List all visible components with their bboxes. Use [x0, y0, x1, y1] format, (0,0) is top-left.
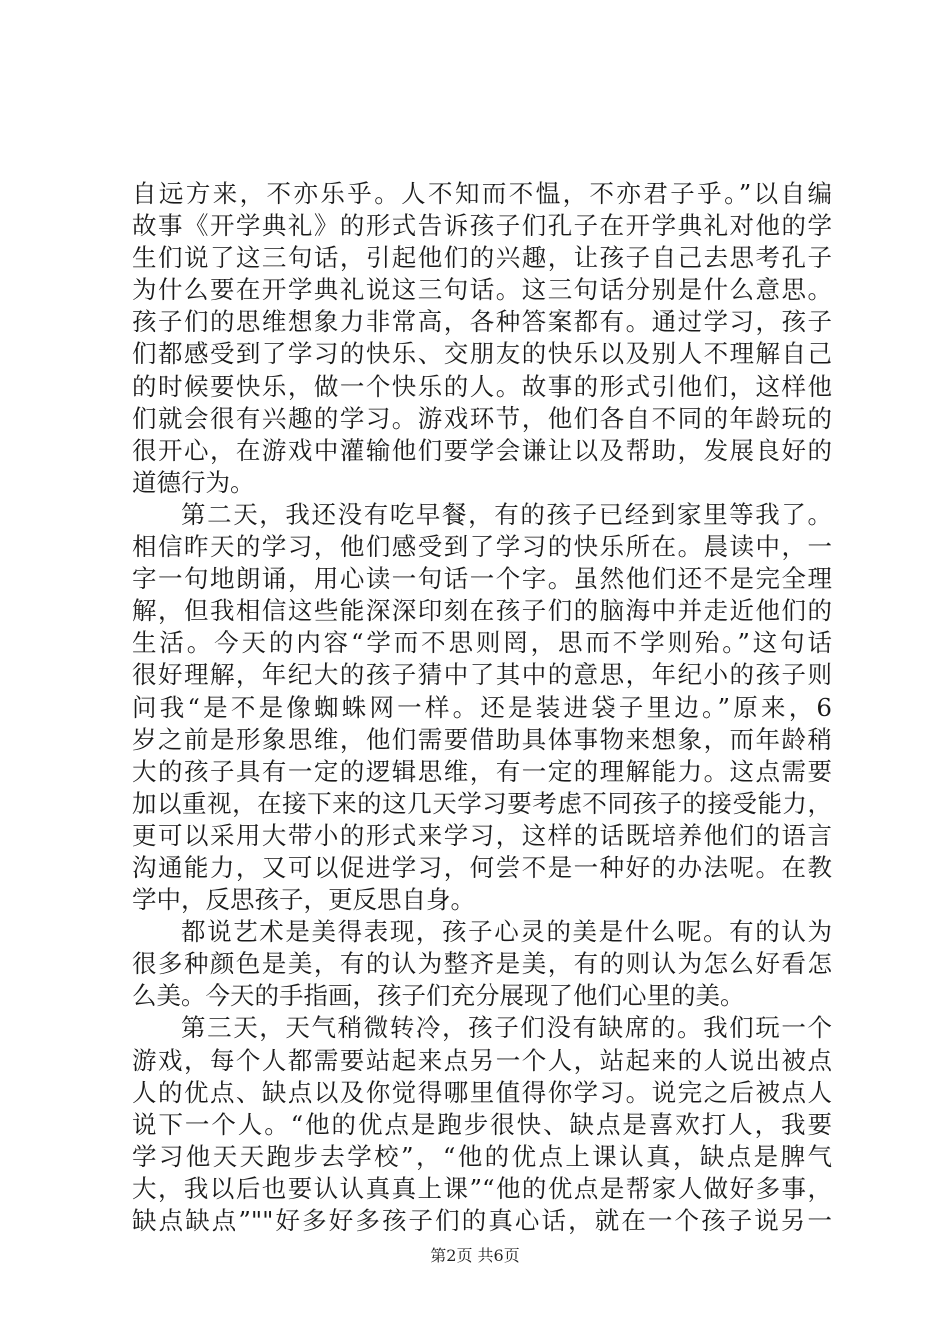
text-line: 很多种颜色是美，有的认为整齐是美，有的则认为怎么好看怎 — [132, 949, 832, 979]
document-body — [132, 178, 832, 1237]
text-line: 为什么要在开学典礼说这三句话。这三句话分别是什么意思。 — [132, 275, 832, 305]
text-line: 自远方来，不亦乐乎。人不知而不愠，不亦君子乎。”以自编 — [132, 179, 832, 208]
text-line: 道德行为。 — [132, 467, 255, 497]
text-line: 么美。今天的手指画，孩子们充分展现了他们心里的美。 — [132, 981, 745, 1011]
text-line: 岁之前是形象思维，他们需要借助具体事物来想象，而年龄稍 — [132, 724, 832, 754]
text-line: 游戏，每个人都需要站起来点另一个人，站起来的人说出被点 — [132, 1045, 832, 1075]
text-line: 学习他天天跑步去学校”，“他的优点上课认真，缺点是脾气 — [132, 1141, 832, 1171]
text-line: 很开心，在游戏中灌输他们要学会谦让以及帮助，发展良好的 — [132, 435, 832, 465]
text-line: 说下一个人。“他的优点是跑步很快、缺点是喜欢打人，我要 — [132, 1109, 832, 1139]
text-line: 生活。今天的内容“学而不思则罔，思而不学则殆。”这句话 — [132, 628, 832, 658]
text-line: 解，但我相信这些能深深印刻在孩子们的脑海中并走近他们的 — [132, 596, 832, 626]
text-line: 问我“是不是像蜘蛛网一样。还是装进袋子里边。”原来，6 — [132, 692, 832, 722]
text-line: 故事《开学典礼》的形式告诉孩子们孔子在开学典礼对他的学 — [132, 211, 832, 241]
text-line: 加以重视，在接下来的这几天学习要考虑不同孩子的接受能力， — [132, 788, 832, 818]
text-line: 第三天，天气稍微转冷，孩子们没有缺席的。我们玩一个 — [181, 1013, 832, 1043]
text-line: 沟通能力，又可以促进学习，何尝不是一种好的办法呢。在教 — [132, 852, 832, 882]
text-line: 们就会很有兴趣的学习。游戏环节，他们各自不同的年龄玩的 — [132, 403, 832, 433]
text-line: 更可以采用大带小的形式来学习，这样的话既培养他们的语言 — [132, 820, 832, 850]
text-line: 大的孩子具有一定的逻辑思维，有一定的理解能力。这点需要 — [132, 756, 832, 786]
text-line: 都说艺术是美得表现，孩子心灵的美是什么呢。有的认为 — [181, 917, 832, 947]
text-line: 人的优点、缺点以及你觉得哪里值得你学习。说完之后被点人 — [132, 1077, 832, 1107]
text-line: 的时候要快乐，做一个快乐的人。故事的形式引他们，这样他 — [132, 371, 832, 401]
text-line: 孩子们的思维想象力非常高，各种答案都有。通过学习，孩子 — [132, 307, 832, 337]
text-line: 们都感受到了学习的快乐、交朋友的快乐以及别人不理解自己 — [132, 339, 832, 369]
text-line: 第二天，我还没有吃早餐，有的孩子已经到家里等我了。 — [181, 499, 832, 529]
text-line: 生们说了这三句话，引起他们的兴趣，让孩子自己去思考孔子 — [132, 243, 832, 273]
text-line: 缺点缺点”""好多好多孩子们的真心话，就在一个孩子说另一 — [132, 1206, 832, 1235]
text-line: 相信昨天的学习，他们感受到了学习的快乐所在。晨读中，一 — [132, 532, 832, 562]
text-line: 字一句地朗诵，用心读一句话一个字。虽然他们还不是完全理 — [132, 564, 832, 594]
text-line: 学中，反思孩子，更反思自身。 — [132, 885, 475, 915]
text-line: 很好理解，年纪大的孩子猜中了其中的意思，年纪小的孩子则 — [132, 660, 832, 690]
page-footer: 第2页 共6页 — [430, 1246, 520, 1265]
text-line: 大，我以后也要认认真真上课”“他的优点是帮家人做好多事， — [132, 1173, 832, 1203]
